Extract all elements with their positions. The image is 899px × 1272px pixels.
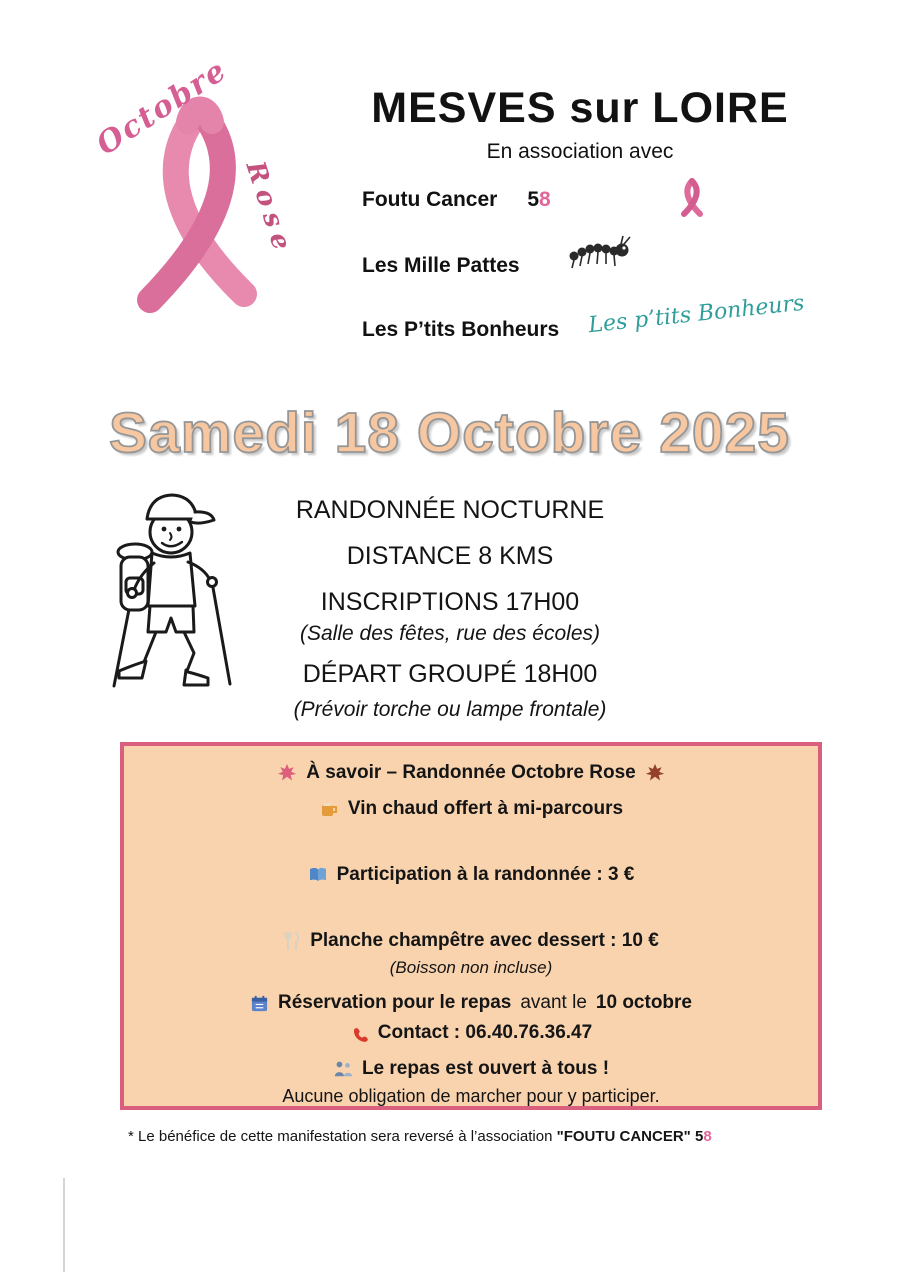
detail-distance: DISTANCE 8 KMS bbox=[346, 542, 554, 570]
pink-awareness-ribbon-graphic bbox=[72, 52, 317, 321]
infobox-reservation-bold: Réservation pour le repas bbox=[277, 992, 512, 1013]
association-mille-pattes bbox=[362, 254, 520, 278]
event-date-title: Samedi 18 Octobre 2025 bbox=[108, 401, 790, 465]
infobox-reservation-line bbox=[124, 992, 818, 1014]
association-label: Foutu Cancer bbox=[362, 188, 498, 211]
group-icon bbox=[333, 1060, 353, 1078]
infobox-contact-line bbox=[124, 1022, 818, 1044]
autumn-leaf-icon bbox=[277, 763, 297, 783]
detail-inscriptions: INSCRIPTIONS 17H00 bbox=[320, 588, 580, 616]
infobox-contact: Contact : 06.40.76.36.47 bbox=[377, 1022, 593, 1043]
infobox-reservation-mid: avant le bbox=[520, 992, 587, 1013]
millipede-icon bbox=[564, 230, 638, 279]
calendar-icon bbox=[250, 994, 269, 1013]
pink-ribbon-icon bbox=[668, 176, 716, 225]
infobox-repas: Le repas est ouvert à tous ! bbox=[361, 1058, 610, 1079]
infobox-repas-line bbox=[124, 1058, 818, 1080]
association-ptits-bonheurs bbox=[362, 318, 559, 342]
infobox-no-obligation: Aucune obligation de marcher pour y participer. bbox=[282, 1086, 660, 1106]
association-label: Les Mille Pattes bbox=[362, 254, 520, 277]
association-number bbox=[527, 188, 550, 212]
infobox-participation-line bbox=[124, 864, 818, 886]
footer-note bbox=[128, 1128, 848, 1145]
cutlery-icon bbox=[283, 931, 301, 951]
booklet-icon bbox=[308, 865, 328, 885]
infobox-boisson-note: (Boisson non incluse) bbox=[389, 958, 553, 977]
infobox-participation: Participation à la randonnée : 3 € bbox=[336, 864, 635, 885]
footer-association-bold: "FOUTU CANCER" bbox=[556, 1128, 691, 1145]
infobox-vin: Vin chaud offert à mi-parcours bbox=[347, 798, 624, 819]
association-foutu-cancer bbox=[362, 188, 551, 212]
handwritten-signature: Les p’tits Bonheurs bbox=[587, 290, 806, 339]
infobox-planche: Planche champêtre avec dessert : 10 € bbox=[310, 930, 659, 951]
detail-randonnee-nocturne: RANDONNÉE NOCTURNE bbox=[295, 496, 605, 524]
infobox-planche-line bbox=[124, 930, 818, 952]
infobox-title-line bbox=[124, 762, 818, 784]
footer-number-black: 5 bbox=[694, 1128, 704, 1145]
page-subtitle: En association avec bbox=[486, 140, 674, 163]
infobox-reservation-date: 10 octobre bbox=[595, 992, 692, 1013]
detail-salle: (Salle des fêtes, rue des écoles) bbox=[300, 622, 600, 645]
ribbon-rose-label: Rose bbox=[239, 157, 299, 261]
vin-chaud-icon bbox=[319, 799, 339, 819]
infobox-vin-line bbox=[124, 798, 818, 820]
page-title: MESVES sur LOIRE bbox=[371, 84, 789, 132]
detail-depart: DÉPART GROUPÉ 18H00 bbox=[302, 660, 598, 688]
ribbon-octobre-label: Octobre bbox=[90, 52, 234, 163]
scan-artifact-line bbox=[63, 1178, 65, 1272]
detail-lampe: (Prévoir torche ou lampe frontale) bbox=[293, 698, 607, 721]
maple-leaf-icon bbox=[645, 763, 665, 783]
phone-icon bbox=[350, 1024, 369, 1043]
footer-number-pink: 8 bbox=[703, 1128, 712, 1145]
footer-prefix: * Le bénéfice de cette manifestation sera reversé à l’association bbox=[128, 1128, 557, 1145]
association-label: Les P’tits Bonheurs bbox=[362, 318, 560, 341]
infobox-title: À savoir – Randonnée Octobre Rose bbox=[306, 762, 636, 783]
number-black: 5 bbox=[527, 188, 540, 211]
info-box bbox=[120, 742, 822, 1110]
number-pink: 8 bbox=[539, 188, 551, 211]
